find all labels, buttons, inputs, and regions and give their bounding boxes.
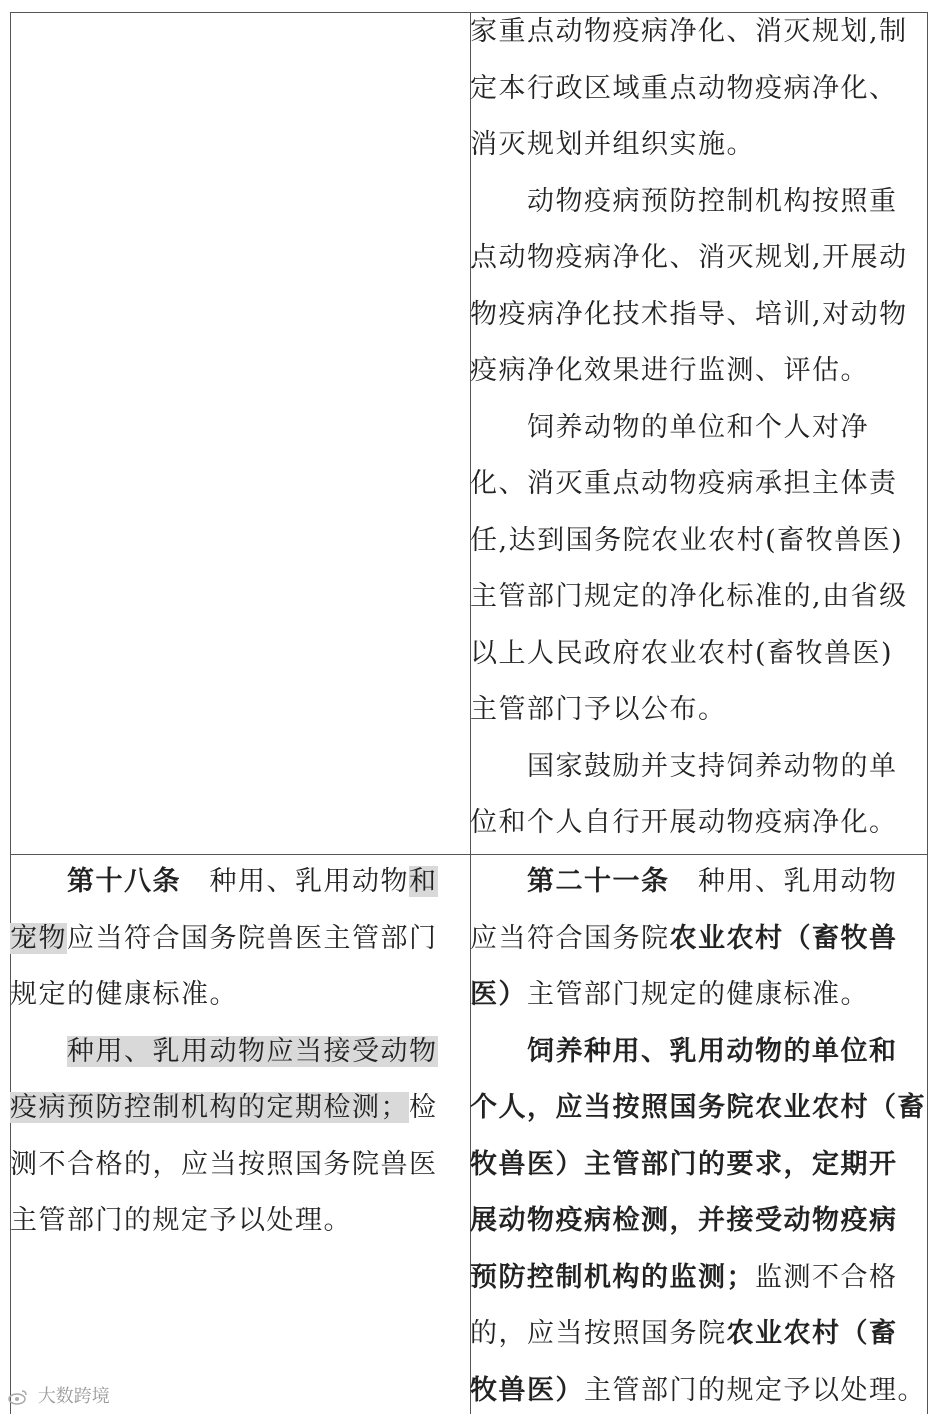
bold-segment: 预防控制机构的监测； [470,1262,755,1293]
text-segment: 的，应当按照国务院 [470,1318,727,1349]
text-line: 动物疫病预防控制机构按照重 [470,174,910,231]
text-line: 物疫病净化技术指导、培训,对动物 [470,287,910,344]
text-line [470,1306,910,1363]
weibo-like-icon [8,1389,28,1405]
text-line: 主管部门的规定予以处理。 [10,1193,450,1250]
article-title: 第二十一条 [527,866,670,897]
text-line [470,967,910,1024]
watermark [8,1382,110,1408]
text-segment: 主管部门的规定予以处理。 [584,1375,926,1406]
text-line [470,854,910,911]
text-line: 化、消灭重点动物疫病承担主体责 [470,456,910,513]
bold-segment: 农业农村（畜牧兽 [670,923,898,954]
text-line: 主管部门予以公布。 [470,682,910,739]
text-segment: 应当符合国务院兽医主管部门 [67,923,438,954]
text-line: 个人，应当按照国务院农业农村（畜 [470,1080,910,1137]
text-line: 展动物疫病检测，并接受动物疫病 [470,1193,910,1250]
text-line: 消灭规划并组织实施。 [470,117,910,174]
text-line: 规定的健康标准。 [10,967,450,1024]
text-line: 点动物疫病净化、消灭规划,开展动 [470,230,910,287]
text-line: 任,达到国务院农业农村(畜牧兽医) [470,513,910,570]
text-line [470,1250,910,1307]
text-line: 定本行政区域重点动物疫病净化、 [470,61,910,118]
bold-segment: 农业农村（畜 [727,1318,898,1349]
text-segment: 应当符合国务院 [470,923,670,954]
highlight-segment: 宠物 [10,923,67,954]
text-line [470,911,910,968]
right-bottom-cell [470,854,910,1419]
text-line: 测不合格的，应当按照国务院兽医 [10,1137,450,1194]
highlight-segment: 和 [409,866,438,897]
text-line: 饲养种用、乳用动物的单位和 [470,1024,910,1081]
highlight-segment: 疫病预防控制机构的定期检测； [10,1092,409,1123]
text-line [10,1080,450,1137]
highlight-segment: 种用、乳用动物应当接受动物 [67,1036,438,1067]
text-line [10,854,450,911]
right-top-cell [470,4,910,852]
text-line: 主管部门规定的净化标准的,由省级 [470,569,910,626]
left-bottom-cell [10,854,450,1250]
text-line [10,911,450,968]
watermark-text: 大数跨境 [38,1386,110,1407]
text-segment: 监测不合格 [755,1262,898,1293]
article-title: 第十八条 [67,866,181,897]
text-segment: 检 [409,1092,438,1123]
text-line: 饲养动物的单位和个人对净 [470,400,910,457]
text-line [10,1024,450,1081]
text-line: 国家鼓励并支持饲养动物的单 [470,739,910,796]
text-line: 位和个人自行开展动物疫病净化。 [470,795,910,852]
bold-segment: 牧兽医） [470,1375,584,1406]
text-line: 家重点动物疫病净化、消灭规划,制 [470,4,910,61]
text-segment: 种用、乳用动物 [670,866,898,897]
text-segment: 主管部门规定的健康标准。 [527,979,869,1010]
text-line: 牧兽医）主管部门的要求，定期开 [470,1137,910,1194]
text-line: 以上人民政府农业农村(畜牧兽医) [470,626,910,683]
text-segment: 种用、乳用动物 [181,866,409,897]
text-line: 疫病净化效果进行监测、评估。 [470,343,910,400]
text-line [470,1363,910,1419]
bold-segment: 医） [470,979,527,1010]
